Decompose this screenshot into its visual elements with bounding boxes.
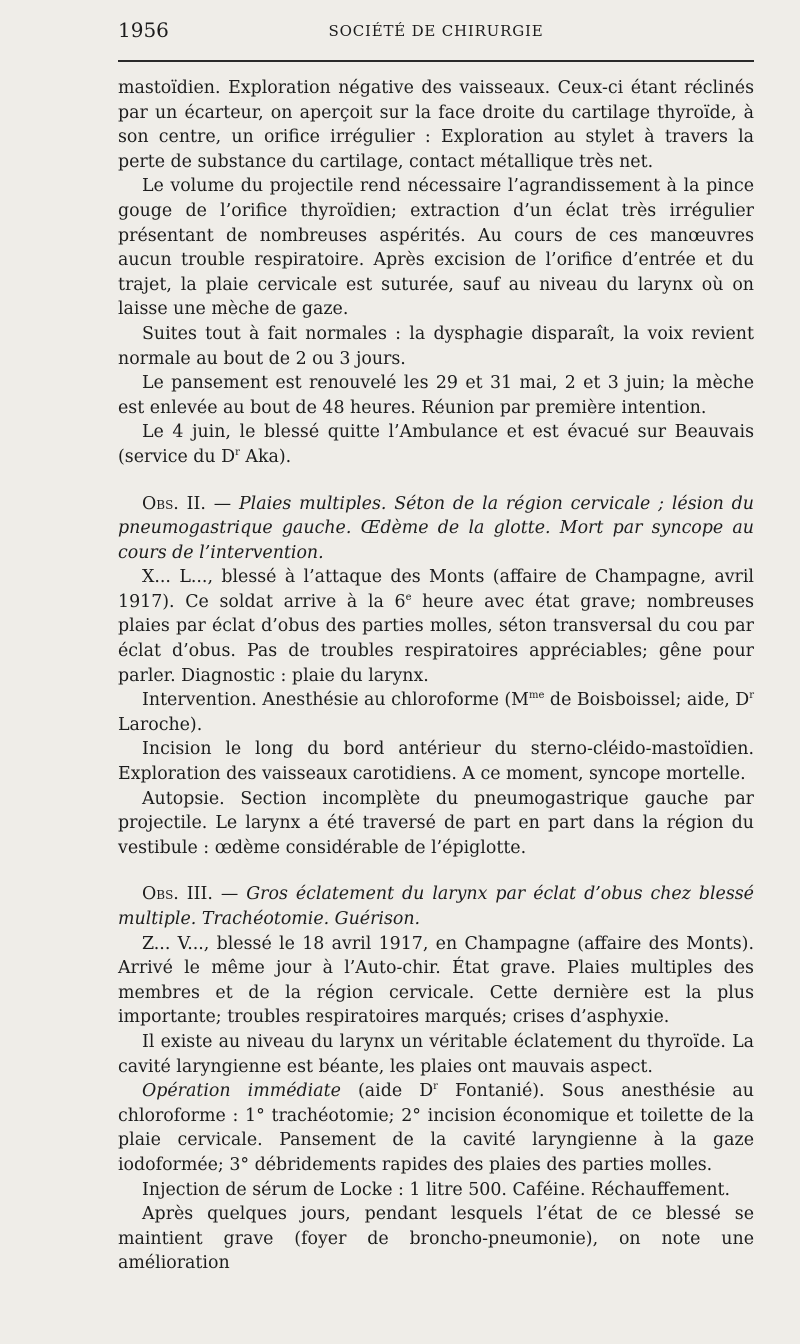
paragraph: Le pansement est renouvelé les 29 et 31 mai, 2 et 3 juin; la mèche est enlevée au bout de 48 heures. Réunion par première intention. [118,373,754,418]
text-run: Aka). [239,446,292,467]
paragraph: Injection de sérum de Locke : 1 litre 500. Caféine. Réchauffement. [142,1179,731,1200]
observation-label: Obs. III. [142,884,213,905]
page-number: 1956 [118,18,169,42]
text-run: heure avec état grave; nombreuses plaies par éclat d’obus des parties molles, séton transversal du cou par éclat d’obus. Pas de troubles respiratoires appréciables; gêne pour parler. Diagnostic : plaie du larynx. [118,591,754,686]
superscript: me [529,690,545,702]
paragraph: Le volume du projectile rend nécessaire l’agrandissement à la pince gouge de l’orifice thyroïdien; extraction d’un éclat très irrégulier présentant de nombreuses aspérités. Au cours de ces manœuvres aucun trouble respiratoire. Après excision de l’orifice d’entrée et du trajet, la plaie cervicale est suturée, sauf au niveau du larynx où on laisse une mèche de gaze. [118,176,754,320]
superscript: r [433,1081,438,1093]
italic-run: Opération immédiate [142,1081,341,1102]
paragraph [118,420,754,469]
heading-dash: — [212,884,247,905]
page-header [118,18,754,44]
body-text [118,76,754,1276]
paragraph: mastoïdien. Exploration négative des vaisseaux. Ceux-ci étant réclinés par un écarteur, on aperçoit sur la face droite du cartilage thyroïde, à son centre, un orifice irrégulier : Exploration au stylet à travers la perte de substance du cartilage, contact métallique très net. [118,78,754,172]
paragraph: Il existe au niveau du larynx un véritable éclatement du thyroïde. La cavité laryngienne est béante, les plaies ont mauvais aspect. [118,1031,754,1077]
heading-dash: — [205,493,239,514]
header-rule [118,60,754,62]
paragraph [118,1079,754,1177]
superscript: r [235,447,240,459]
text-run: Intervention. Anesthésie au chloroforme (M [142,690,529,711]
text-run: Le 4 juin, le blessé quitte l’Ambulance et est évacué sur Beauvais (service du D [118,422,754,467]
running-title: SOCIÉTÉ DE CHIRURGIE [328,22,544,40]
paragraph: Après quelques jours, pendant lesquels l’état de ce blessé se maintient grave (foyer de broncho-pneumonie), on note une amélioration [118,1204,754,1274]
text-run: Laroche). [118,714,203,735]
observation-heading [118,882,754,931]
text-run: X... L..., blessé à l’attaque des Monts (affaire de Champagne, avril 1917). Ce soldat arrive à la 6 [118,567,754,612]
superscript: e [405,592,412,604]
observation-label: Obs. II. [142,493,206,514]
observation-title: Plaies multiples. Séton de la région cervicale ; lésion du pneumogastrique gauche. Œdème de la glotte. Mort par syncope au cours de l’intervention. [118,493,754,563]
paragraph: Suites tout à fait normales : la dysphagie disparaît, la voix revient normale au bout de 2 ou 3 jours. [118,323,754,369]
text-run: Fontanié). Sous anesthésie au chloroforme : 1° trachéotomie; 2° incision économique et toilette de la plaie cervicale. Pansement de la cavité laryngienne à la gaze iodoformée; 3° débridements rapides des plaies des parties molles. [118,1081,754,1175]
observation-title: Gros éclatement du larynx par éclat d’obus chez blessé multiple. Trachéotomie. Guérison. [118,884,754,929]
paragraph [118,565,754,688]
text-run: de Boisboissel; aide, D [544,690,750,711]
observation-heading [118,492,754,566]
paragraph: Incision le long du bord antérieur du sterno-cléido-mastoïdien. Exploration des vaisseaux carotidiens. A ce moment, syncope mortelle. [118,739,754,785]
text-run: (aide D [340,1081,434,1102]
paragraph: Autopsie. Section incomplète du pneumogastrique gauche par projectile. Le larynx a été traversé de part en part dans la région du vestibule : œdème considérable de l’épiglotte. [118,788,754,858]
paragraph [118,688,754,737]
superscript: r [749,690,755,702]
paragraph: Z... V..., blessé le 18 avril 1917, en Champagne (affaire des Monts). Arrivé le même jour à l’Auto-chir. État grave. Plaies multiples des membres et de la région cervicale. Cette dernière est la plus importante; troubles respiratoires marqués; crises d’asphyxie. [118,933,754,1028]
